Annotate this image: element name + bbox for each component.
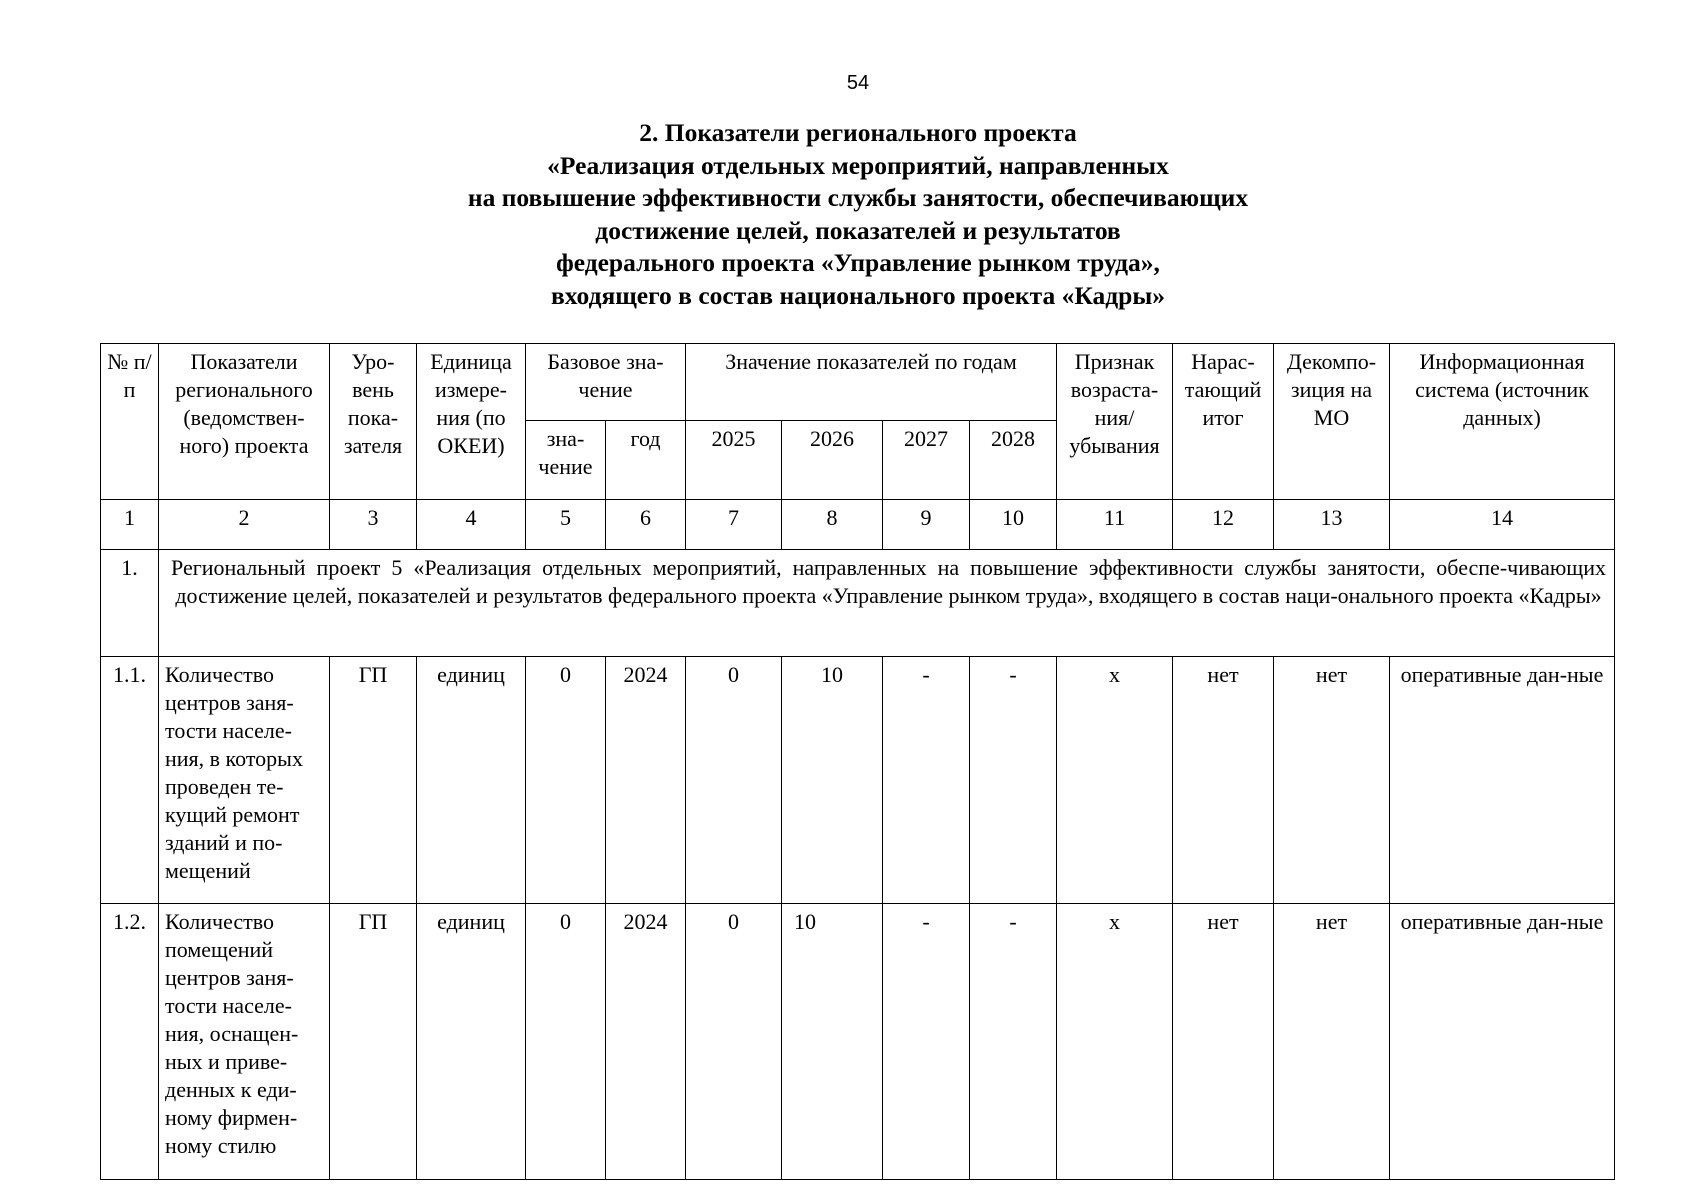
- table-row: [101, 904, 1615, 1180]
- row-cumulative: нет: [1173, 904, 1274, 1180]
- header-unit: Единица измере-ния (по ОКЕИ): [417, 344, 526, 500]
- header-year-2028: 2028: [970, 421, 1057, 500]
- row-level: ГП: [330, 904, 417, 1180]
- row-base-year: 2024: [606, 657, 686, 904]
- row-value-2028: -: [970, 657, 1057, 904]
- row-value-2026: 10: [782, 657, 883, 904]
- row-trend: х: [1057, 904, 1173, 1180]
- column-number: 11: [1057, 500, 1173, 550]
- row-source: оперативные дан-ные: [1390, 904, 1615, 1180]
- header-level: Уро-вень пока-зателя: [330, 344, 417, 500]
- row-decomposition: нет: [1274, 904, 1390, 1180]
- row-value-2025: 0: [686, 904, 782, 1180]
- section-num: 1.: [101, 550, 159, 657]
- row-level: ГП: [330, 657, 417, 904]
- row-unit: единиц: [417, 657, 526, 904]
- column-numbers-row: [101, 500, 1615, 550]
- header-row: [101, 344, 1615, 421]
- header-decomposition: Декомпо-зиция на МО: [1274, 344, 1390, 500]
- page-number: 54: [846, 72, 870, 94]
- row-value-2025: 0: [686, 657, 782, 904]
- section-title: [0, 117, 1697, 312]
- column-number: 2: [159, 500, 330, 550]
- column-number: 14: [1390, 500, 1615, 550]
- row-indicator-name: Количество центров заня-тости населе-ния, в которых проведен те-кущий ремонт зданий и по-мещений: [159, 657, 330, 904]
- title-line: входящего в состав национального проекта «Кадры»: [551, 280, 1165, 310]
- row-base-value: 0: [526, 904, 606, 1180]
- column-number: 7: [686, 500, 782, 550]
- column-number: 3: [330, 500, 417, 550]
- header-year-2026: 2026: [782, 421, 883, 500]
- column-number: 1: [101, 500, 159, 550]
- row-value-2026: 10: [782, 904, 883, 1180]
- row-unit: единиц: [417, 904, 526, 1180]
- column-number: 5: [526, 500, 606, 550]
- row-base-value: 0: [526, 657, 606, 904]
- title-line: на повышение эффективности службы занятости, обеспечивающих: [467, 183, 1249, 212]
- table-row: [101, 657, 1615, 904]
- section-text: Региональный проект 5 «Реализация отдельных мероприятий, направленных на повышение эффективности службы занятости, обеспе-чивающих достижение целей, показателей и результатов федерального проекта «Управление рынком труда», входящего в состав наци-онального проекта «Кадры»: [159, 550, 1615, 657]
- row-value-2027: -: [883, 904, 970, 1180]
- column-number: 12: [1173, 500, 1274, 550]
- header-trend: Признак возраста-ния/ убывания: [1057, 344, 1173, 500]
- header-base: Базовое зна-чение: [526, 344, 686, 421]
- column-number: 6: [606, 500, 686, 550]
- row-value-2027: -: [883, 657, 970, 904]
- title-line: «Реализация отдельных мероприятий, направленных: [547, 150, 1169, 180]
- header-year-2027: 2027: [883, 421, 970, 500]
- header-base-year: год: [606, 421, 686, 500]
- row-num: 1.2.: [101, 904, 159, 1180]
- title-line: 2. Показатели регионального проекта: [639, 118, 1077, 147]
- row-trend: х: [1057, 657, 1173, 904]
- header-num: № п/п: [101, 344, 159, 500]
- row-source: оперативные дан-ные: [1390, 657, 1615, 904]
- header-cumulative: Нарас-тающий итог: [1173, 344, 1274, 500]
- indicators-table: [100, 343, 1615, 1180]
- header-base-value: зна-чение: [526, 421, 606, 500]
- header-indicator: Показатели регионального (ведомствен-ного) проекта: [159, 344, 330, 500]
- row-base-year: 2024: [606, 904, 686, 1180]
- row-cumulative: нет: [1173, 657, 1274, 904]
- column-number: 4: [417, 500, 526, 550]
- column-number: 13: [1274, 500, 1390, 550]
- section-row: [101, 550, 1615, 657]
- column-number: 10: [970, 500, 1057, 550]
- row-num: 1.1.: [101, 657, 159, 904]
- title-line: достижение целей, показателей и результатов: [595, 215, 1121, 245]
- title-line: федерального проекта «Управление рынком труда»,: [556, 248, 1160, 277]
- header-year-2025: 2025: [686, 421, 782, 500]
- header-source: Информационная система (источник данных): [1390, 344, 1615, 500]
- column-number: 9: [883, 500, 970, 550]
- column-number: 8: [782, 500, 883, 550]
- header-by-years: Значение показателей по годам: [686, 344, 1057, 421]
- row-decomposition: нет: [1274, 657, 1390, 904]
- row-value-2028: -: [970, 904, 1057, 1180]
- row-indicator-name: Количество помещений центров заня-тости населе-ния, оснащен-ных и приве-денных к еди-ному фирмен-ному стилю: [159, 904, 330, 1180]
